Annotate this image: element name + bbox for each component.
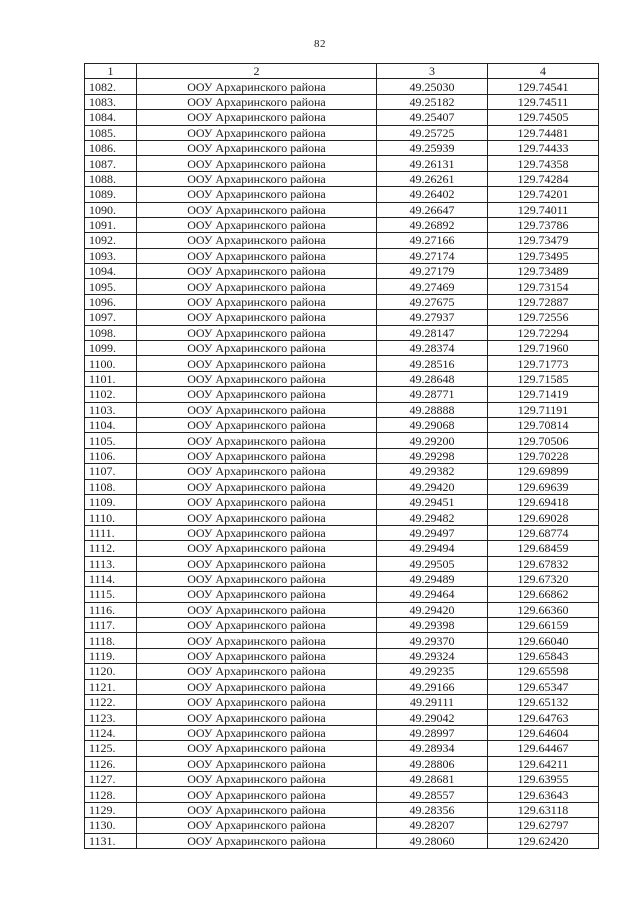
table-row: [85, 741, 599, 756]
table-row: [85, 648, 599, 663]
row-latitude-cell: 49.29482: [377, 510, 488, 525]
row-latitude-cell: 49.29382: [377, 464, 488, 479]
table-row: [85, 556, 599, 571]
row-number-cell: 1095.: [85, 279, 137, 294]
row-latitude-cell: 49.27174: [377, 248, 488, 263]
row-latitude-cell: 49.28888: [377, 402, 488, 417]
row-latitude-cell: 49.26892: [377, 217, 488, 232]
row-name-cell: ООУ Архаринского района: [137, 310, 377, 325]
row-latitude-cell: 49.29505: [377, 556, 488, 571]
row-number-cell: 1092.: [85, 233, 137, 248]
table-row: [85, 818, 599, 833]
row-name-cell: ООУ Архаринского района: [137, 633, 377, 648]
row-latitude-cell: 49.29111: [377, 695, 488, 710]
row-number-cell: 1085.: [85, 125, 137, 140]
row-number-cell: 1117.: [85, 618, 137, 633]
row-longitude-cell: 129.63955: [488, 771, 599, 786]
table-row: [85, 618, 599, 633]
row-number-cell: 1098.: [85, 325, 137, 340]
row-latitude-cell: 49.29235: [377, 664, 488, 679]
row-name-cell: ООУ Архаринского района: [137, 217, 377, 232]
table-row: [85, 756, 599, 771]
row-longitude-cell: 129.73786: [488, 217, 599, 232]
row-longitude-cell: 129.65843: [488, 648, 599, 663]
row-latitude-cell: 49.29494: [377, 541, 488, 556]
table-row: [85, 833, 599, 848]
row-latitude-cell: 49.27937: [377, 310, 488, 325]
row-longitude-cell: 129.69418: [488, 494, 599, 509]
row-longitude-cell: 129.74505: [488, 110, 599, 125]
table-row: [85, 525, 599, 540]
row-number-cell: 1097.: [85, 310, 137, 325]
row-latitude-cell: 49.25407: [377, 110, 488, 125]
row-number-cell: 1091.: [85, 217, 137, 232]
row-name-cell: ООУ Архаринского района: [137, 602, 377, 617]
row-name-cell: ООУ Архаринского района: [137, 818, 377, 833]
row-name-cell: ООУ Архаринского района: [137, 187, 377, 202]
row-longitude-cell: 129.71191: [488, 402, 599, 417]
row-number-cell: 1125.: [85, 741, 137, 756]
table-row: [85, 587, 599, 602]
table-row: [85, 156, 599, 171]
row-name-cell: ООУ Архаринского района: [137, 356, 377, 371]
row-longitude-cell: 129.63643: [488, 787, 599, 802]
row-number-cell: 1087.: [85, 156, 137, 171]
row-number-cell: 1108.: [85, 479, 137, 494]
row-number-cell: 1113.: [85, 556, 137, 571]
row-latitude-cell: 49.28806: [377, 756, 488, 771]
table-row: [85, 448, 599, 463]
table-row: [85, 664, 599, 679]
row-longitude-cell: 129.68774: [488, 525, 599, 540]
table-row: [85, 510, 599, 525]
row-number-cell: 1105.: [85, 433, 137, 448]
row-latitude-cell: 49.28147: [377, 325, 488, 340]
row-name-cell: ООУ Архаринского района: [137, 771, 377, 786]
row-longitude-cell: 129.66862: [488, 587, 599, 602]
row-longitude-cell: 129.67832: [488, 556, 599, 571]
row-number-cell: 1088.: [85, 171, 137, 186]
row-number-cell: 1129.: [85, 802, 137, 817]
row-name-cell: ООУ Архаринского района: [137, 79, 377, 94]
row-name-cell: ООУ Архаринского района: [137, 402, 377, 417]
row-name-cell: ООУ Архаринского района: [137, 787, 377, 802]
row-latitude-cell: 49.25030: [377, 79, 488, 94]
table-row: [85, 171, 599, 186]
table-row: [85, 248, 599, 263]
row-latitude-cell: 49.29370: [377, 633, 488, 648]
row-latitude-cell: 49.29489: [377, 571, 488, 586]
row-longitude-cell: 129.70228: [488, 448, 599, 463]
table-row: [85, 125, 599, 140]
row-latitude-cell: 49.29420: [377, 479, 488, 494]
row-longitude-cell: 129.74433: [488, 140, 599, 155]
row-longitude-cell: 129.66360: [488, 602, 599, 617]
row-number-cell: 1123.: [85, 710, 137, 725]
row-latitude-cell: 49.28060: [377, 833, 488, 848]
row-number-cell: 1121.: [85, 679, 137, 694]
row-longitude-cell: 129.62420: [488, 833, 599, 848]
row-longitude-cell: 129.71960: [488, 341, 599, 356]
row-latitude-cell: 49.29068: [377, 417, 488, 432]
row-name-cell: ООУ Архаринского района: [137, 556, 377, 571]
row-name-cell: ООУ Архаринского района: [137, 664, 377, 679]
row-number-cell: 1112.: [85, 541, 137, 556]
row-longitude-cell: 129.66040: [488, 633, 599, 648]
row-number-cell: 1106.: [85, 448, 137, 463]
row-number-cell: 1099.: [85, 341, 137, 356]
row-name-cell: ООУ Архаринского района: [137, 94, 377, 109]
column-header-name: 2: [137, 64, 377, 79]
row-latitude-cell: 49.28771: [377, 387, 488, 402]
row-latitude-cell: 49.25182: [377, 94, 488, 109]
row-longitude-cell: 129.74358: [488, 156, 599, 171]
row-number-cell: 1130.: [85, 818, 137, 833]
row-number-cell: 1096.: [85, 294, 137, 309]
row-longitude-cell: 129.74541: [488, 79, 599, 94]
table-row: [85, 494, 599, 509]
row-number-cell: 1084.: [85, 110, 137, 125]
row-name-cell: ООУ Архаринского района: [137, 725, 377, 740]
row-latitude-cell: 49.29166: [377, 679, 488, 694]
row-number-cell: 1089.: [85, 187, 137, 202]
row-latitude-cell: 49.28374: [377, 341, 488, 356]
row-number-cell: 1082.: [85, 79, 137, 94]
table-row: [85, 787, 599, 802]
row-name-cell: ООУ Архаринского района: [137, 371, 377, 386]
table-row: [85, 802, 599, 817]
row-number-cell: 1120.: [85, 664, 137, 679]
column-header-latitude: 3: [377, 64, 488, 79]
table-row: [85, 695, 599, 710]
row-name-cell: ООУ Архаринского района: [137, 125, 377, 140]
table-row: [85, 710, 599, 725]
row-name-cell: ООУ Архаринского района: [137, 741, 377, 756]
row-longitude-cell: 129.65132: [488, 695, 599, 710]
row-latitude-cell: 49.29398: [377, 618, 488, 633]
row-longitude-cell: 129.64604: [488, 725, 599, 740]
row-number-cell: 1127.: [85, 771, 137, 786]
row-number-cell: 1086.: [85, 140, 137, 155]
coordinates-table: [84, 63, 599, 849]
row-longitude-cell: 129.63118: [488, 802, 599, 817]
row-number-cell: 1094.: [85, 264, 137, 279]
row-name-cell: ООУ Архаринского района: [137, 802, 377, 817]
row-longitude-cell: 129.74481: [488, 125, 599, 140]
row-longitude-cell: 129.68459: [488, 541, 599, 556]
row-number-cell: 1131.: [85, 833, 137, 848]
row-name-cell: ООУ Архаринского района: [137, 233, 377, 248]
header-row: [85, 64, 599, 79]
row-latitude-cell: 49.28648: [377, 371, 488, 386]
row-latitude-cell: 49.26131: [377, 156, 488, 171]
row-name-cell: ООУ Архаринского района: [137, 479, 377, 494]
row-name-cell: ООУ Архаринского района: [137, 279, 377, 294]
row-number-cell: 1093.: [85, 248, 137, 263]
table-row: [85, 110, 599, 125]
row-longitude-cell: 129.64467: [488, 741, 599, 756]
row-longitude-cell: 129.70506: [488, 433, 599, 448]
row-longitude-cell: 129.69639: [488, 479, 599, 494]
table-row: [85, 771, 599, 786]
table-row: [85, 464, 599, 479]
row-name-cell: ООУ Архаринского района: [137, 433, 377, 448]
row-longitude-cell: 129.74284: [488, 171, 599, 186]
row-longitude-cell: 129.70814: [488, 417, 599, 432]
row-latitude-cell: 49.28356: [377, 802, 488, 817]
page-number: 82: [314, 38, 326, 50]
row-number-cell: 1128.: [85, 787, 137, 802]
row-longitude-cell: 129.62797: [488, 818, 599, 833]
row-longitude-cell: 129.74011: [488, 202, 599, 217]
row-number-cell: 1090.: [85, 202, 137, 217]
row-longitude-cell: 129.73479: [488, 233, 599, 248]
row-longitude-cell: 129.73489: [488, 264, 599, 279]
row-name-cell: ООУ Архаринского района: [137, 571, 377, 586]
row-latitude-cell: 49.28934: [377, 741, 488, 756]
row-latitude-cell: 49.28207: [377, 818, 488, 833]
row-name-cell: ООУ Архаринского района: [137, 525, 377, 540]
row-name-cell: ООУ Архаринского района: [137, 756, 377, 771]
row-longitude-cell: 129.73495: [488, 248, 599, 263]
row-number-cell: 1100.: [85, 356, 137, 371]
row-latitude-cell: 49.29200: [377, 433, 488, 448]
row-latitude-cell: 49.29451: [377, 494, 488, 509]
row-name-cell: ООУ Архаринского района: [137, 494, 377, 509]
row-longitude-cell: 129.74511: [488, 94, 599, 109]
row-name-cell: ООУ Архаринского района: [137, 464, 377, 479]
row-name-cell: ООУ Архаринского района: [137, 171, 377, 186]
row-name-cell: ООУ Архаринского района: [137, 510, 377, 525]
row-name-cell: ООУ Архаринского района: [137, 448, 377, 463]
row-number-cell: 1116.: [85, 602, 137, 617]
row-number-cell: 1104.: [85, 417, 137, 432]
row-latitude-cell: 49.29464: [377, 587, 488, 602]
row-number-cell: 1110.: [85, 510, 137, 525]
row-latitude-cell: 49.27166: [377, 233, 488, 248]
table-row: [85, 417, 599, 432]
row-name-cell: ООУ Архаринского района: [137, 833, 377, 848]
row-number-cell: 1107.: [85, 464, 137, 479]
row-name-cell: ООУ Архаринского района: [137, 248, 377, 263]
row-number-cell: 1102.: [85, 387, 137, 402]
table-row: [85, 479, 599, 494]
row-latitude-cell: 49.29042: [377, 710, 488, 725]
row-name-cell: ООУ Архаринского района: [137, 618, 377, 633]
row-longitude-cell: 129.65347: [488, 679, 599, 694]
row-longitude-cell: 129.66159: [488, 618, 599, 633]
row-name-cell: ООУ Архаринского района: [137, 202, 377, 217]
table-header: [85, 64, 599, 79]
row-name-cell: ООУ Архаринского района: [137, 695, 377, 710]
row-longitude-cell: 129.72887: [488, 294, 599, 309]
row-name-cell: ООУ Архаринского района: [137, 294, 377, 309]
table-row: [85, 187, 599, 202]
table-row: [85, 140, 599, 155]
table-row: [85, 202, 599, 217]
table-row: [85, 433, 599, 448]
row-name-cell: ООУ Архаринского района: [137, 679, 377, 694]
row-name-cell: ООУ Архаринского района: [137, 541, 377, 556]
row-number-cell: 1083.: [85, 94, 137, 109]
row-longitude-cell: 129.71419: [488, 387, 599, 402]
row-longitude-cell: 129.64763: [488, 710, 599, 725]
row-latitude-cell: 49.26261: [377, 171, 488, 186]
row-name-cell: ООУ Архаринского района: [137, 387, 377, 402]
row-number-cell: 1124.: [85, 725, 137, 740]
row-latitude-cell: 49.27179: [377, 264, 488, 279]
row-name-cell: ООУ Архаринского района: [137, 264, 377, 279]
table-row: [85, 602, 599, 617]
row-number-cell: 1119.: [85, 648, 137, 663]
row-longitude-cell: 129.72556: [488, 310, 599, 325]
row-name-cell: ООУ Архаринского района: [137, 587, 377, 602]
row-number-cell: 1126.: [85, 756, 137, 771]
row-longitude-cell: 129.69028: [488, 510, 599, 525]
row-longitude-cell: 129.74201: [488, 187, 599, 202]
row-latitude-cell: 49.29324: [377, 648, 488, 663]
row-name-cell: ООУ Архаринского района: [137, 140, 377, 155]
column-header-longitude: 4: [488, 64, 599, 79]
row-number-cell: 1103.: [85, 402, 137, 417]
table-row: [85, 341, 599, 356]
table-row: [85, 79, 599, 94]
row-longitude-cell: 129.65598: [488, 664, 599, 679]
row-number-cell: 1111.: [85, 525, 137, 540]
row-longitude-cell: 129.71773: [488, 356, 599, 371]
row-latitude-cell: 49.26647: [377, 202, 488, 217]
row-latitude-cell: 49.28681: [377, 771, 488, 786]
table-body: [85, 79, 599, 849]
row-name-cell: ООУ Архаринского района: [137, 648, 377, 663]
row-number-cell: 1101.: [85, 371, 137, 386]
row-longitude-cell: 129.69899: [488, 464, 599, 479]
row-latitude-cell: 49.28557: [377, 787, 488, 802]
row-latitude-cell: 49.29497: [377, 525, 488, 540]
row-latitude-cell: 49.25939: [377, 140, 488, 155]
table-row: [85, 264, 599, 279]
row-number-cell: 1122.: [85, 695, 137, 710]
row-latitude-cell: 49.29420: [377, 602, 488, 617]
table-row: [85, 387, 599, 402]
table-row: [85, 633, 599, 648]
table-row: [85, 356, 599, 371]
row-latitude-cell: 49.28516: [377, 356, 488, 371]
table-row: [85, 571, 599, 586]
table-row: [85, 541, 599, 556]
table-row: [85, 402, 599, 417]
row-latitude-cell: 49.28997: [377, 725, 488, 740]
row-number-cell: 1114.: [85, 571, 137, 586]
row-longitude-cell: 129.72294: [488, 325, 599, 340]
table-row: [85, 94, 599, 109]
row-latitude-cell: 49.29298: [377, 448, 488, 463]
row-name-cell: ООУ Архаринского района: [137, 110, 377, 125]
table-row: [85, 371, 599, 386]
table-row: [85, 679, 599, 694]
row-name-cell: ООУ Архаринского района: [137, 325, 377, 340]
table-row: [85, 233, 599, 248]
row-longitude-cell: 129.73154: [488, 279, 599, 294]
table-row: [85, 725, 599, 740]
row-longitude-cell: 129.67320: [488, 571, 599, 586]
row-latitude-cell: 49.26402: [377, 187, 488, 202]
row-longitude-cell: 129.71585: [488, 371, 599, 386]
row-name-cell: ООУ Архаринского района: [137, 710, 377, 725]
row-name-cell: ООУ Архаринского района: [137, 417, 377, 432]
table-row: [85, 294, 599, 309]
row-name-cell: ООУ Архаринского района: [137, 341, 377, 356]
row-longitude-cell: 129.64211: [488, 756, 599, 771]
row-number-cell: 1115.: [85, 587, 137, 602]
column-header-number: 1: [85, 64, 137, 79]
table-row: [85, 217, 599, 232]
row-latitude-cell: 49.27469: [377, 279, 488, 294]
table-row: [85, 310, 599, 325]
row-number-cell: 1118.: [85, 633, 137, 648]
table-row: [85, 325, 599, 340]
row-name-cell: ООУ Архаринского района: [137, 156, 377, 171]
row-number-cell: 1109.: [85, 494, 137, 509]
table-row: [85, 279, 599, 294]
row-latitude-cell: 49.27675: [377, 294, 488, 309]
row-latitude-cell: 49.25725: [377, 125, 488, 140]
